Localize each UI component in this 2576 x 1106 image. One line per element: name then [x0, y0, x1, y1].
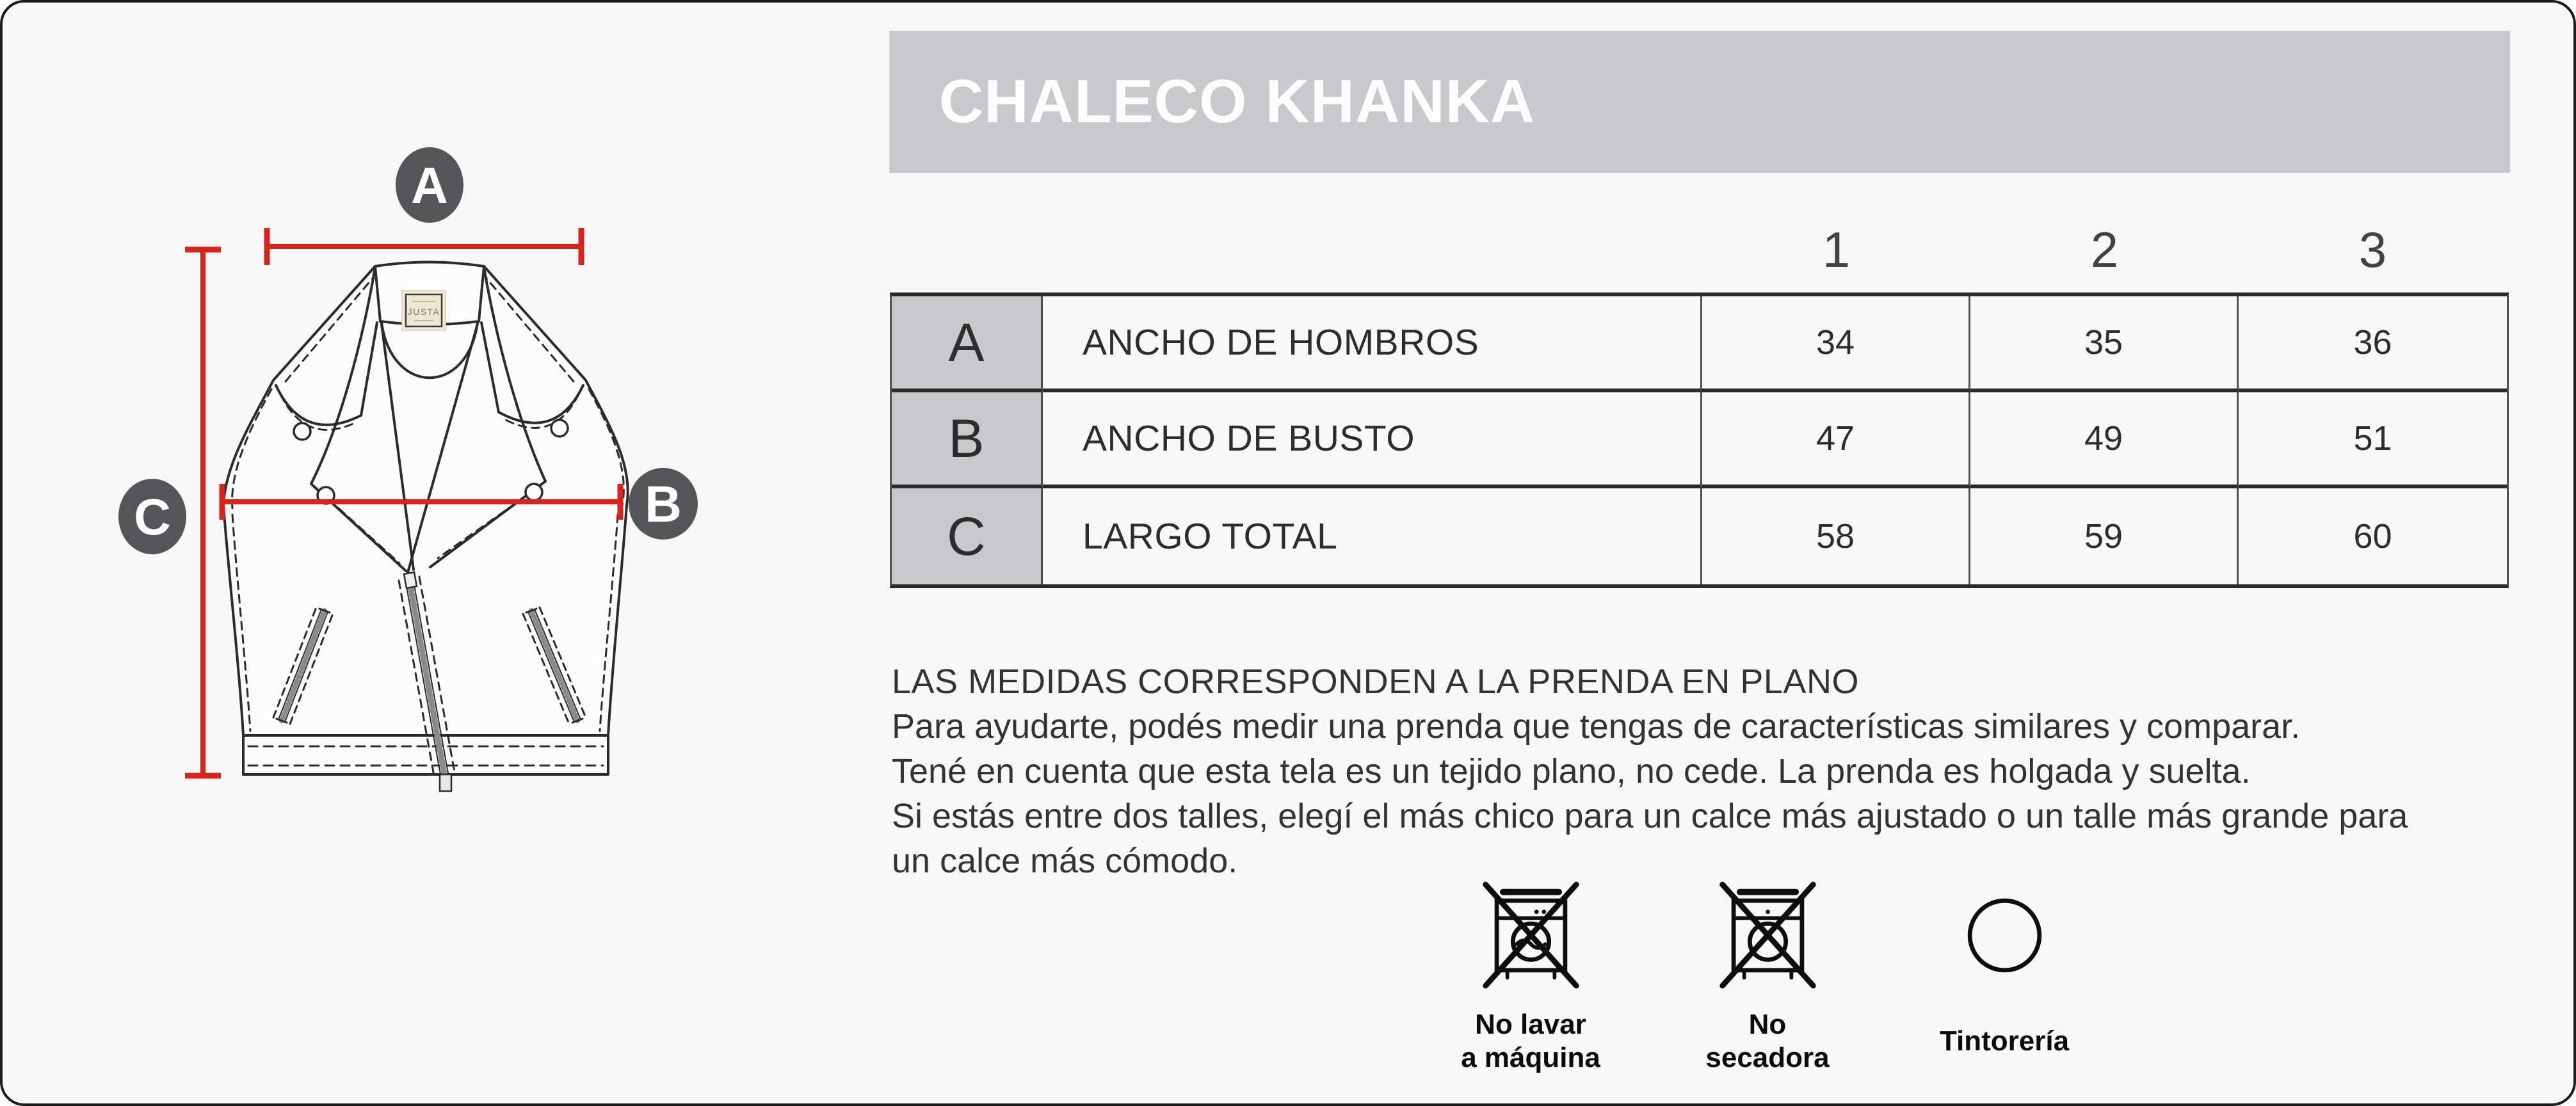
table-value: 51: [2239, 392, 2507, 488]
snap-button: [551, 420, 568, 437]
care-item-no-tumble-dry: [1671, 870, 1864, 1077]
measurements-table: [890, 293, 2509, 588]
notes-heading: LAS MEDIDAS CORRESPONDEN A LA PRENDA EN PLANO: [892, 662, 1859, 701]
size-header-2: 2: [2090, 221, 2119, 278]
table-value: 58: [1702, 488, 1970, 584]
no-tumble-dry-icon: [1715, 870, 1821, 1002]
dry-clean-icon: [1952, 870, 2057, 1002]
size-header-1: 1: [1822, 221, 1851, 278]
vest-measurement-diagram: [86, 131, 726, 835]
garment-label-text: JUSTA: [407, 307, 440, 317]
table-value: 60: [2353, 517, 2392, 556]
snap-button: [526, 484, 542, 501]
marker-c-label: C: [134, 488, 171, 545]
table-row-letter: C: [892, 488, 1043, 584]
zipper-end: [440, 774, 451, 791]
table-value: 36: [2239, 296, 2507, 392]
marker-b: [629, 468, 698, 540]
care-label: Tintorería: [1939, 1025, 2070, 1057]
snap-button: [294, 423, 310, 440]
measurement-notes: [892, 659, 2441, 883]
care-item-dry-clean: [1908, 870, 2100, 1077]
page-title: CHALECO KHANKA: [939, 67, 1536, 136]
marker-a-label: A: [411, 157, 448, 214]
table-row-name: LARGO TOTAL: [1043, 488, 1702, 584]
no-machine-wash-icon: [1478, 870, 1584, 1002]
table-value: 49: [1970, 392, 2239, 488]
garment-brand-label: [402, 291, 446, 330]
care-item-no-machine-wash: [1435, 870, 1627, 1077]
table-value: 35: [1970, 296, 2239, 392]
table-row-name: ANCHO DE BUSTO: [1043, 392, 1702, 488]
table-value: 34: [1702, 296, 1970, 392]
size-header-3: 3: [2358, 221, 2387, 278]
notes-line: Tené en cuenta que esta tela es un tejido plano, no cede. La prenda es holgada y suelta.: [892, 752, 2251, 790]
table-row-letter: A: [892, 296, 1043, 392]
care-label: No secadora: [1705, 1009, 1830, 1073]
marker-b-label: B: [645, 476, 682, 533]
notes-line: Si estás entre dos talles, elegí el más chico para un calce más ajustado o un talle más grande para un calce más cómodo.: [892, 797, 2408, 880]
notes-line: Para ayudarte, podés medir una prenda que tengas de características similares y comparar.: [892, 707, 2301, 746]
table-value: 47: [1702, 392, 1970, 488]
care-label: No lavar a máquina: [1461, 1009, 1600, 1073]
table-value: 59: [1970, 488, 2239, 584]
table-row-letter: B: [892, 392, 1043, 488]
marker-a: [396, 147, 463, 223]
table-row-name: ANCHO DE HOMBROS: [1043, 296, 1702, 392]
title-bar: [889, 31, 2510, 173]
zipper-pull: [404, 572, 417, 588]
care-instructions: [1435, 870, 2100, 1077]
size-header-row: [1702, 206, 2507, 282]
marker-c: [118, 479, 186, 554]
